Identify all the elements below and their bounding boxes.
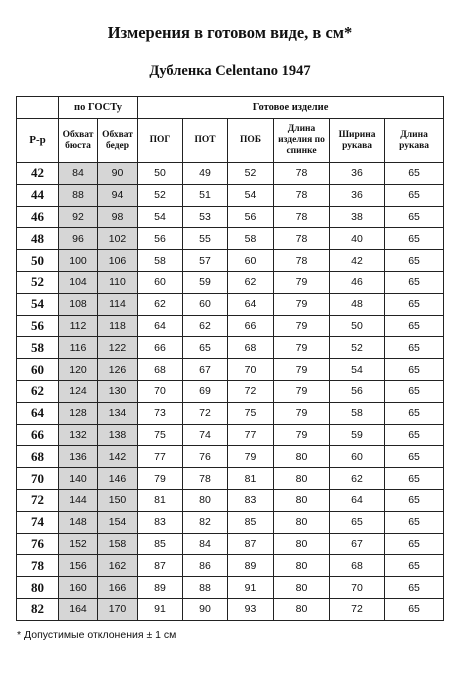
pob-cell: 89	[228, 555, 274, 577]
bust-cell: 96	[59, 228, 98, 250]
gost-group-header: по ГОСТу	[59, 97, 138, 119]
hips-cell: 142	[98, 446, 138, 468]
size-cell: 74	[17, 511, 59, 533]
pot-cell: 53	[183, 206, 228, 228]
bust-cell: 100	[59, 250, 98, 272]
sleeve-width-cell: 52	[330, 337, 385, 359]
bust-cell: 152	[59, 533, 98, 555]
pob-cell: 56	[228, 206, 274, 228]
size-cell: 68	[17, 446, 59, 468]
pot-cell: 82	[183, 511, 228, 533]
pot-cell: 57	[183, 250, 228, 272]
bust-cell: 116	[59, 337, 98, 359]
pog-cell: 77	[138, 446, 183, 468]
back-length-cell: 79	[274, 315, 330, 337]
product-group-header: Готовое изделие	[138, 97, 444, 119]
pot-cell: 88	[183, 577, 228, 599]
hips-cell: 102	[98, 228, 138, 250]
pob-cell: 62	[228, 271, 274, 293]
sleeve-length-column-header: Длина рукава	[385, 119, 444, 163]
sleeve-length-cell: 65	[385, 359, 444, 381]
sleeve-length-cell: 65	[385, 380, 444, 402]
sleeve-width-cell: 46	[330, 271, 385, 293]
pot-cell: 86	[183, 555, 228, 577]
hips-cell: 98	[98, 206, 138, 228]
sleeve-length-cell: 65	[385, 555, 444, 577]
sleeve-width-cell: 59	[330, 424, 385, 446]
hips-cell: 94	[98, 184, 138, 206]
back-length-cell: 79	[274, 337, 330, 359]
size-cell: 80	[17, 577, 59, 599]
size-cell: 76	[17, 533, 59, 555]
back-length-cell: 78	[274, 163, 330, 185]
hips-cell: 146	[98, 468, 138, 490]
size-cell: 64	[17, 402, 59, 424]
pot-cell: 62	[183, 315, 228, 337]
size-cell: 62	[17, 380, 59, 402]
sleeve-width-cell: 65	[330, 511, 385, 533]
bust-cell: 120	[59, 359, 98, 381]
pob-cell: 60	[228, 250, 274, 272]
bust-column-header: Обхват бюста	[59, 119, 98, 163]
pog-cell: 64	[138, 315, 183, 337]
pog-cell: 54	[138, 206, 183, 228]
pot-cell: 78	[183, 468, 228, 490]
pog-cell: 52	[138, 184, 183, 206]
table-row	[17, 424, 444, 446]
sleeve-width-cell: 64	[330, 489, 385, 511]
pot-cell: 60	[183, 293, 228, 315]
sleeve-width-cell: 60	[330, 446, 385, 468]
back-length-cell: 80	[274, 533, 330, 555]
pog-cell: 91	[138, 598, 183, 620]
size-cell: 48	[17, 228, 59, 250]
back-length-cell: 80	[274, 468, 330, 490]
size-column-header: Р-р	[17, 119, 59, 163]
back-length-cell: 80	[274, 511, 330, 533]
bust-cell: 140	[59, 468, 98, 490]
bust-cell: 124	[59, 380, 98, 402]
hips-cell: 170	[98, 598, 138, 620]
bust-cell: 92	[59, 206, 98, 228]
pob-cell: 54	[228, 184, 274, 206]
pob-cell: 72	[228, 380, 274, 402]
pob-cell: 70	[228, 359, 274, 381]
bust-cell: 84	[59, 163, 98, 185]
pog-column-header: ПОГ	[138, 119, 183, 163]
pot-cell: 65	[183, 337, 228, 359]
hips-cell: 90	[98, 163, 138, 185]
back-length-cell: 79	[274, 380, 330, 402]
back-length-cell: 79	[274, 293, 330, 315]
back-length-cell: 78	[274, 206, 330, 228]
hips-cell: 134	[98, 402, 138, 424]
sleeve-length-cell: 65	[385, 228, 444, 250]
table-row	[17, 446, 444, 468]
hips-cell: 118	[98, 315, 138, 337]
bust-cell: 156	[59, 555, 98, 577]
sleeve-length-cell: 65	[385, 315, 444, 337]
size-cell: 50	[17, 250, 59, 272]
sleeve-length-cell: 65	[385, 489, 444, 511]
bust-cell: 108	[59, 293, 98, 315]
table-row	[17, 468, 444, 490]
back-length-cell: 80	[274, 598, 330, 620]
pot-cell: 55	[183, 228, 228, 250]
size-cell: 56	[17, 315, 59, 337]
back-length-cell: 80	[274, 489, 330, 511]
table-row	[17, 337, 444, 359]
pog-cell: 81	[138, 489, 183, 511]
table-row	[17, 577, 444, 599]
bust-cell: 104	[59, 271, 98, 293]
size-cell: 66	[17, 424, 59, 446]
pog-cell: 85	[138, 533, 183, 555]
pot-cell: 74	[183, 424, 228, 446]
footnote: * Допустимые отклонения ± 1 см	[17, 629, 177, 641]
table-row	[17, 228, 444, 250]
pob-cell: 83	[228, 489, 274, 511]
sleeve-width-cell: 40	[330, 228, 385, 250]
product-subtitle: Дубленка Celentano 1947	[149, 63, 311, 79]
table-row	[17, 555, 444, 577]
pog-cell: 89	[138, 577, 183, 599]
back-length-column-header: Длина изделия по спинке	[274, 119, 330, 163]
pog-cell: 73	[138, 402, 183, 424]
back-length-cell: 80	[274, 446, 330, 468]
sleeve-length-cell: 65	[385, 163, 444, 185]
column-header-row	[17, 119, 444, 163]
sleeve-width-cell: 68	[330, 555, 385, 577]
size-cell: 60	[17, 359, 59, 381]
pog-cell: 58	[138, 250, 183, 272]
back-length-cell: 79	[274, 402, 330, 424]
measurements-table	[16, 96, 444, 621]
back-length-cell: 79	[274, 271, 330, 293]
size-cell: 70	[17, 468, 59, 490]
hips-cell: 130	[98, 380, 138, 402]
hips-cell: 106	[98, 250, 138, 272]
table-row	[17, 533, 444, 555]
size-cell: 46	[17, 206, 59, 228]
pog-cell: 87	[138, 555, 183, 577]
sleeve-length-cell: 65	[385, 446, 444, 468]
sleeve-width-cell: 48	[330, 293, 385, 315]
page-title: Измерения в готовом виде, в см*	[107, 23, 353, 42]
size-cell: 44	[17, 184, 59, 206]
sleeve-width-column-header: Ширина рукава	[330, 119, 385, 163]
pob-cell: 85	[228, 511, 274, 533]
sleeve-width-cell: 56	[330, 380, 385, 402]
hips-cell: 150	[98, 489, 138, 511]
pot-cell: 67	[183, 359, 228, 381]
bust-cell: 128	[59, 402, 98, 424]
hips-cell: 126	[98, 359, 138, 381]
sleeve-width-cell: 72	[330, 598, 385, 620]
sleeve-width-cell: 67	[330, 533, 385, 555]
sleeve-length-cell: 65	[385, 598, 444, 620]
sleeve-length-cell: 65	[385, 184, 444, 206]
size-cell: 78	[17, 555, 59, 577]
sleeve-length-cell: 65	[385, 293, 444, 315]
pot-cell: 51	[183, 184, 228, 206]
bust-cell: 148	[59, 511, 98, 533]
pob-cell: 77	[228, 424, 274, 446]
pot-cell: 76	[183, 446, 228, 468]
bust-cell: 132	[59, 424, 98, 446]
table-row	[17, 511, 444, 533]
table-row	[17, 293, 444, 315]
bust-cell: 136	[59, 446, 98, 468]
pob-column-header: ПОБ	[228, 119, 274, 163]
pob-cell: 66	[228, 315, 274, 337]
table-body	[17, 163, 444, 621]
pob-cell: 58	[228, 228, 274, 250]
pot-column-header: ПОТ	[183, 119, 228, 163]
pob-cell: 75	[228, 402, 274, 424]
size-cell: 58	[17, 337, 59, 359]
pot-cell: 59	[183, 271, 228, 293]
group-header-row	[17, 97, 444, 119]
sleeve-width-cell: 70	[330, 577, 385, 599]
table-row	[17, 315, 444, 337]
pot-cell: 72	[183, 402, 228, 424]
sleeve-width-cell: 42	[330, 250, 385, 272]
table-row	[17, 184, 444, 206]
bust-cell: 112	[59, 315, 98, 337]
pog-cell: 83	[138, 511, 183, 533]
pot-cell: 90	[183, 598, 228, 620]
pob-cell: 93	[228, 598, 274, 620]
bust-cell: 160	[59, 577, 98, 599]
sleeve-length-cell: 65	[385, 468, 444, 490]
hips-column-header: Обхват бедер	[98, 119, 138, 163]
bust-cell: 164	[59, 598, 98, 620]
bust-cell: 144	[59, 489, 98, 511]
pot-cell: 49	[183, 163, 228, 185]
sleeve-length-cell: 65	[385, 271, 444, 293]
sleeve-length-cell: 65	[385, 511, 444, 533]
table-row	[17, 402, 444, 424]
pob-cell: 52	[228, 163, 274, 185]
table-row	[17, 598, 444, 620]
sleeve-width-cell: 36	[330, 163, 385, 185]
hips-cell: 138	[98, 424, 138, 446]
sleeve-length-cell: 65	[385, 402, 444, 424]
pog-cell: 66	[138, 337, 183, 359]
table-row	[17, 271, 444, 293]
pog-cell: 62	[138, 293, 183, 315]
hips-cell: 110	[98, 271, 138, 293]
hips-cell: 162	[98, 555, 138, 577]
back-length-cell: 80	[274, 577, 330, 599]
hips-cell: 158	[98, 533, 138, 555]
pog-cell: 50	[138, 163, 183, 185]
sleeve-length-cell: 65	[385, 533, 444, 555]
sleeve-width-cell: 38	[330, 206, 385, 228]
back-length-cell: 79	[274, 424, 330, 446]
table-row	[17, 250, 444, 272]
pog-cell: 60	[138, 271, 183, 293]
table-row	[17, 380, 444, 402]
hips-cell: 154	[98, 511, 138, 533]
pot-cell: 80	[183, 489, 228, 511]
sleeve-length-cell: 65	[385, 337, 444, 359]
pob-cell: 87	[228, 533, 274, 555]
size-cell: 54	[17, 293, 59, 315]
pob-cell: 81	[228, 468, 274, 490]
sleeve-length-cell: 65	[385, 577, 444, 599]
sleeve-width-cell: 54	[330, 359, 385, 381]
empty-corner-cell	[17, 97, 59, 119]
sleeve-length-cell: 65	[385, 250, 444, 272]
hips-cell: 122	[98, 337, 138, 359]
pog-cell: 75	[138, 424, 183, 446]
table-row	[17, 489, 444, 511]
sleeve-length-cell: 65	[385, 206, 444, 228]
pob-cell: 79	[228, 446, 274, 468]
size-cell: 72	[17, 489, 59, 511]
pot-cell: 69	[183, 380, 228, 402]
hips-cell: 114	[98, 293, 138, 315]
pog-cell: 56	[138, 228, 183, 250]
pot-cell: 84	[183, 533, 228, 555]
back-length-cell: 79	[274, 359, 330, 381]
size-cell: 82	[17, 598, 59, 620]
back-length-cell: 78	[274, 250, 330, 272]
back-length-cell: 78	[274, 228, 330, 250]
table-row	[17, 163, 444, 185]
table-row	[17, 206, 444, 228]
sleeve-width-cell: 58	[330, 402, 385, 424]
pog-cell: 79	[138, 468, 183, 490]
pog-cell: 68	[138, 359, 183, 381]
bust-cell: 88	[59, 184, 98, 206]
size-cell: 52	[17, 271, 59, 293]
sleeve-width-cell: 36	[330, 184, 385, 206]
back-length-cell: 80	[274, 555, 330, 577]
size-cell: 42	[17, 163, 59, 185]
sleeve-width-cell: 50	[330, 315, 385, 337]
hips-cell: 166	[98, 577, 138, 599]
table-row	[17, 359, 444, 381]
pob-cell: 91	[228, 577, 274, 599]
back-length-cell: 78	[274, 184, 330, 206]
pog-cell: 70	[138, 380, 183, 402]
pob-cell: 68	[228, 337, 274, 359]
sleeve-width-cell: 62	[330, 468, 385, 490]
pob-cell: 64	[228, 293, 274, 315]
sleeve-length-cell: 65	[385, 424, 444, 446]
